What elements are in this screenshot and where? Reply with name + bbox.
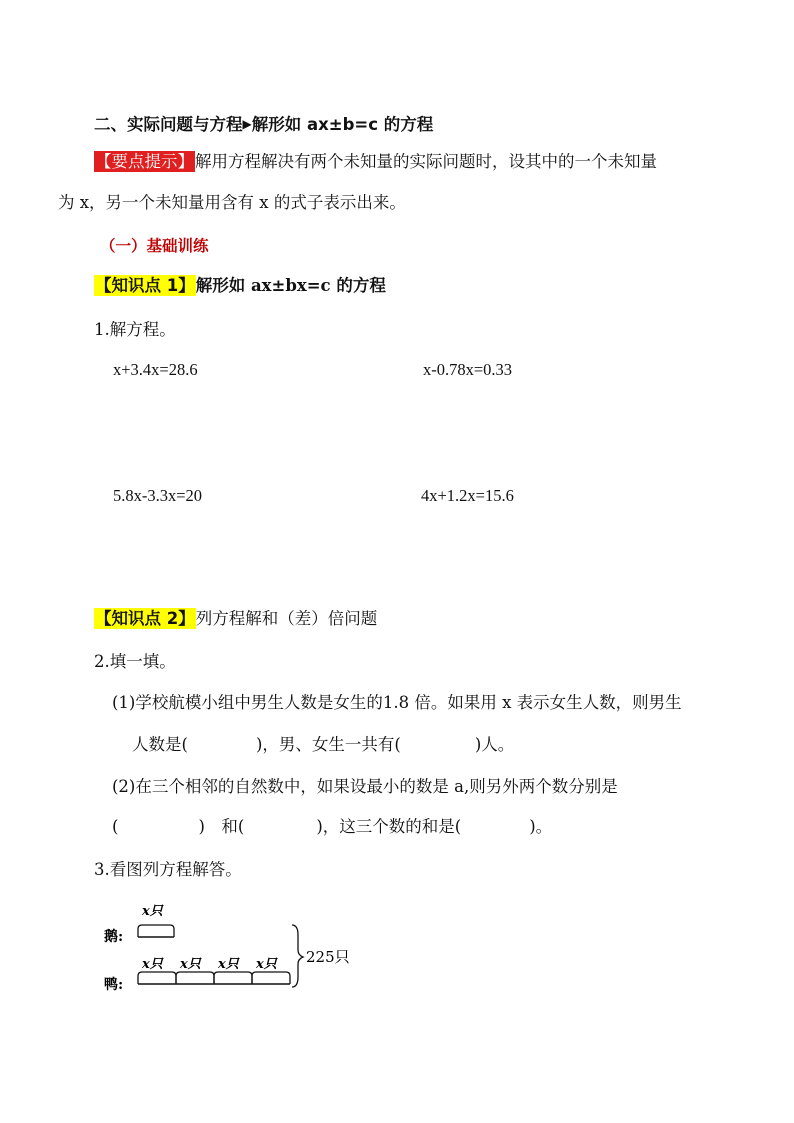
- section-title-suffix: 解形如 ax±b=c 的方程: [251, 115, 434, 134]
- equation-1: x+3.4x=28.6: [113, 360, 198, 379]
- duck-unit-label: x只: [218, 957, 239, 972]
- kp1-heading: [94, 276, 386, 296]
- section-title-prefix: 二、实际问题与方程: [94, 115, 243, 134]
- total-label: 225只: [306, 948, 350, 966]
- duck-segments: [138, 957, 290, 984]
- equation-3: 5.8x-3.3x=20: [113, 486, 203, 505]
- q2-p2-text-b: ) 和(: [198, 817, 245, 836]
- duck-unit-brace: [252, 972, 290, 984]
- q2-label: 2.填一填。: [94, 652, 176, 671]
- q2-part1-line1: (1)学校航模小组中男生人数是女生的1.8 倍。如果用 x 表示女生人数，则男生: [112, 693, 682, 712]
- tip-line-2: 为 x，另一个未知量用含有 x 的式子表示出来。: [58, 193, 406, 212]
- q1-label: 1.解方程。: [94, 320, 176, 339]
- kp1-title: 解形如 ax±bx=c 的方程: [195, 276, 386, 295]
- q2-p1-text-b: )，男、女生一共有(: [255, 735, 401, 754]
- q2-part2-line1: (2)在三个相邻的自然数中，如果设最小的数是 a,则另外两个数分别是: [112, 777, 618, 796]
- arrow-icon: ▶: [242, 117, 252, 131]
- section-title: [94, 111, 433, 135]
- equation-2: x-0.78x=0.33: [423, 360, 513, 379]
- q2-part1-line2: [132, 735, 514, 755]
- q2-part2-line2: [112, 817, 552, 837]
- q3-label: 3.看图列方程解答。: [94, 860, 242, 879]
- kp1-tag: 【知识点 1】: [95, 276, 195, 295]
- duck-unit-brace: [176, 972, 214, 984]
- q2-p2-text-d: )。: [529, 817, 553, 836]
- duck-unit-label: x只: [256, 957, 277, 972]
- goose-brace: [138, 925, 174, 937]
- kp2-heading: [94, 609, 377, 629]
- kp2-tag: 【知识点 2】: [95, 609, 195, 628]
- duck-unit-label: x只: [180, 957, 201, 972]
- tip-tag: 【要点提示】: [95, 152, 194, 171]
- subsection-title: （一）基础训练: [100, 237, 209, 255]
- goose-unit-label: x只: [142, 904, 163, 919]
- duck-unit-brace: [214, 972, 252, 984]
- tip-text-1: 解用方程解决有两个未知量的实际问题时，设其中的一个未知量: [195, 152, 657, 171]
- tip-line-1: [94, 152, 657, 172]
- equation-4: 4x+1.2x=15.6: [421, 486, 514, 505]
- q2-p2-text-a: (: [112, 817, 119, 836]
- duck-unit-label: x只: [142, 957, 163, 972]
- total-brace: [292, 925, 303, 987]
- duck-unit-brace: [138, 972, 176, 984]
- kp2-title: 列方程解和（差）倍问题: [195, 609, 378, 628]
- goose-label: 鹅:: [104, 929, 124, 945]
- q2-p1-text-c: )人。: [474, 735, 515, 754]
- q2-p2-text-c: )，这三个数的和是(: [316, 817, 462, 836]
- line-segment-diagram: [100, 895, 370, 1000]
- duck-label: 鸭:: [104, 977, 124, 993]
- q2-p1-text-a: 人数是(: [132, 735, 188, 754]
